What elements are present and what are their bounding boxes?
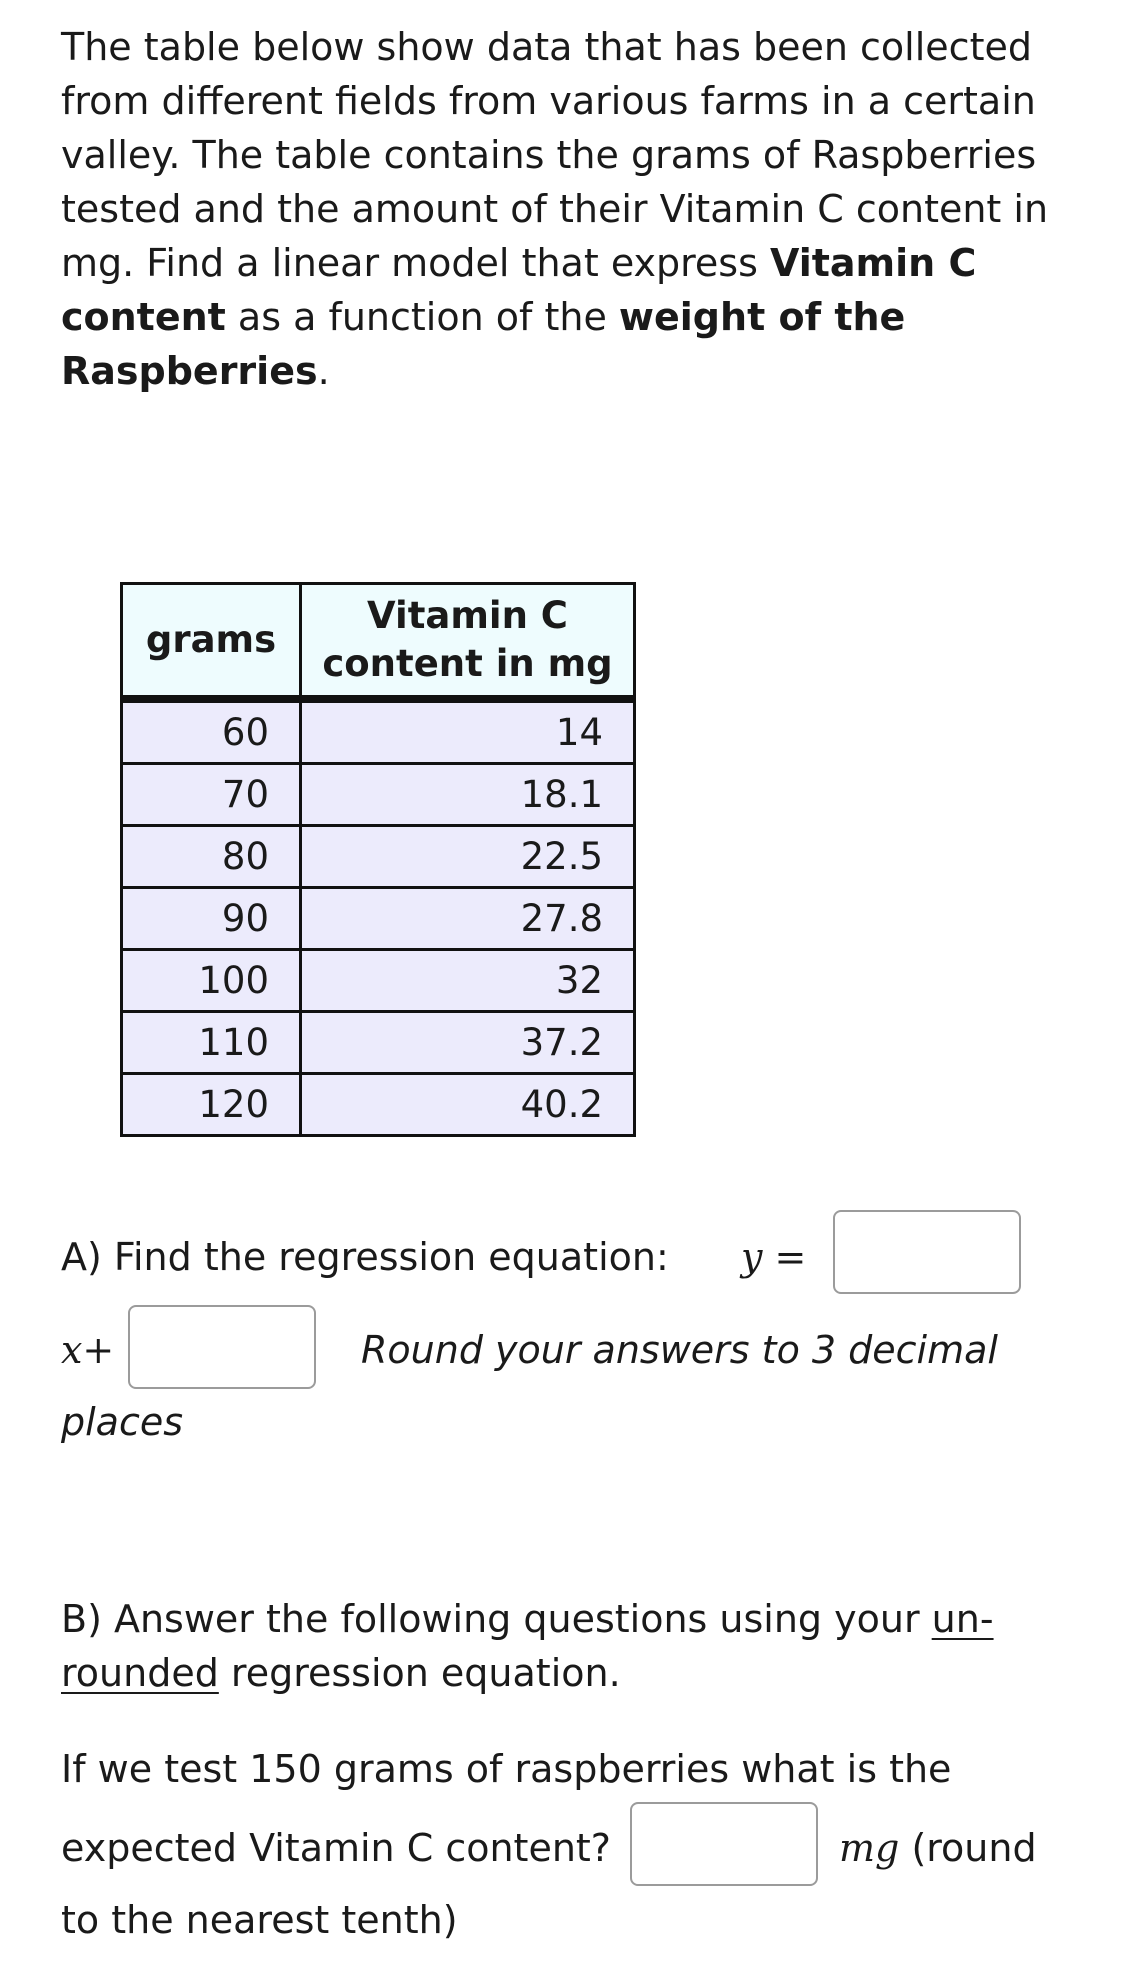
cell-grams: 80 (122, 826, 301, 888)
cell-grams: 90 (122, 888, 301, 950)
intro-text-2: as a function of the (225, 295, 619, 339)
unit-mg: mg (839, 1826, 900, 1870)
vitamin-c-answer-input[interactable] (630, 1802, 818, 1886)
intercept-input[interactable] (128, 1305, 316, 1389)
slope-input[interactable] (833, 1210, 1021, 1294)
table-row (122, 1074, 635, 1136)
table-row (122, 950, 635, 1012)
table-row (122, 699, 635, 764)
round-suffix: (round (899, 1826, 1037, 1870)
x-plus: x+ (61, 1328, 115, 1372)
table-row (122, 826, 635, 888)
question-line1: If we test 150 grams of raspberries what is the (61, 1747, 952, 1791)
y-equals: y = (741, 1235, 807, 1279)
cell-vitamin-c: 18.1 (301, 764, 635, 826)
header-vitamin-c-line1: Vitamin C (367, 594, 568, 637)
cell-grams: 70 (122, 764, 301, 826)
part-b-text-2: regression equation. (218, 1651, 621, 1695)
cell-vitamin-c: 27.8 (301, 888, 635, 950)
header-grams: grams (122, 584, 301, 700)
intro-text-3: . (317, 349, 330, 393)
problem-statement (61, 20, 1071, 398)
table-header-row (122, 584, 635, 700)
cell-grams: 100 (122, 950, 301, 1012)
data-table (120, 582, 636, 1137)
cell-grams: 120 (122, 1074, 301, 1136)
cell-vitamin-c: 37.2 (301, 1012, 635, 1074)
cell-grams: 110 (122, 1012, 301, 1074)
intro-text-1: The table below show data that has been collected from different fields from various farms in a certain valley. The table contains the grams of Raspberries tested and the amount of their Vitamin C content in mg. Find a linear model that express (61, 25, 1049, 285)
cell-vitamin-c: 40.2 (301, 1074, 635, 1136)
un-underlined: un- (931, 1597, 994, 1641)
unit-round-note (839, 1821, 1037, 1875)
part-b-line1 (61, 1592, 994, 1646)
part-b-text: B) Answer the following questions using your (61, 1597, 932, 1641)
part-a-label: A) Find the regression equation: (61, 1235, 669, 1279)
cell-grams: 60 (122, 699, 301, 764)
table-row (122, 1012, 635, 1074)
header-vitamin-c-line2: content in mg (322, 642, 613, 685)
rounded-underlined: rounded (61, 1651, 219, 1695)
part-b-line2 (61, 1646, 621, 1700)
question-line3: to the nearest tenth) (61, 1898, 458, 1942)
intro-bold-1: Vitamin C content (61, 241, 977, 339)
intro-bold-2: weight of the Raspberries (61, 295, 906, 393)
round-note: Round your answers to 3 decimal (361, 1328, 998, 1372)
header-vitamin-c (301, 584, 635, 700)
table-row (122, 888, 635, 950)
cell-vitamin-c: 32 (301, 950, 635, 1012)
cell-vitamin-c: 22.5 (301, 826, 635, 888)
cell-vitamin-c: 14 (301, 699, 635, 764)
table-row (122, 764, 635, 826)
round-note-places: places (61, 1400, 184, 1444)
question-line2: expected Vitamin C content? (61, 1826, 611, 1870)
